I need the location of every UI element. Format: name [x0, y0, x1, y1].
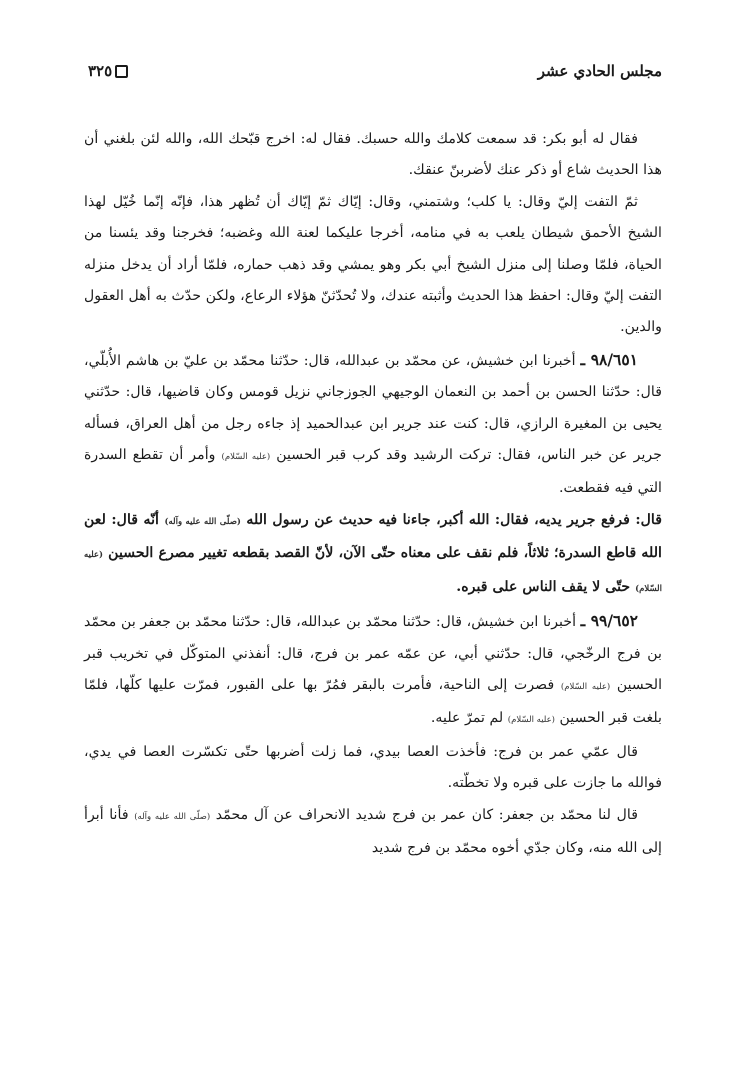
paragraph — [84, 124, 662, 187]
paragraph — [84, 344, 662, 505]
blessing-formula: (صلّى الله عليه وآله) — [164, 516, 241, 527]
paragraph-text: لم تمرّ عليه. — [430, 710, 508, 727]
blessing-formula: (عليه السّلام) — [560, 681, 611, 692]
paragraph-text: ثمّ التفت إليّ وقال: يا كلب؛ وشتمني، وقال: إيّاك ثمّ إيّاك أن تُظهر هذا، فإنّه إنّما خُيّل لهذا الشيخ الأحمق شيطان يلعب به في منامه، أخرجا عليكما لعنة الله وغضبه؛ فخرجنا وقد يئسنا من الحياة، فلمّا وصلنا إلى منزل الشيخ أبي بكر وهو يمشي وقد ذهب حماره، فلمّا أراد أن يدخل منزله التفت إليّ وقال: احفظ هذا الحديث وأثبته عندك، ولا تُحدّثنّ هؤلاء الرعاع، ولكن حدّث به أهل العقول والدين. — [84, 193, 662, 336]
paragraph-text: أخبرنا ابن خشيش، عن محمّد بن عبدالله، قال: حدّثنا محمّد بن عليّ بن هاشم الأُبلّي، قال: حدّثنا الحسن بن أحمد بن النعمان الوجيهي الجوزجاني نزيل قومس وكان قاضيها، قال: حدّثني يحيى بن المغيرة الرازي، قال: كنت عند جرير ابن عبدالحميد إذ جاءه رجل من أهل العراق، فسأله جرير عن خبر الناس، فقال: تركت الرشيد وقد كرب قبر الحسين — [84, 352, 662, 464]
paragraph-text: فقال له أبو بكر: قد سمعت كلامك والله حسبك. فقال له: اخرج قبّحك الله، والله لئن بلغني أن هذا الحديث شاع أو ذكر عنك لأضربنّ عنقك. — [84, 131, 662, 179]
paragraph-text: فصرت إلى الناحية، فأمرت بالبقر فمُرّ بها على القبور، فمرّت عليها كلّها، فلمّا بلغت قبر الحسين — [84, 676, 662, 727]
paragraph — [84, 505, 662, 605]
paragraph-text: قال عمّي عمر بن فرج: فأخذت العصا بيدي، فما زلت أضربها حتّى تكسّرت العصا في يدي، فوالله ما جازت على قبره ولا تخطّته. — [84, 743, 662, 792]
hadith-number: ٩٨/٦٥١ ـ — [580, 349, 639, 369]
body-text — [84, 124, 662, 1014]
paragraph-text: وأمر أن تقطع السدرة التي فيه فقطعت. — [84, 447, 662, 497]
blessing-formula: (عليه السّلام) — [84, 550, 662, 594]
square-ornament-icon — [115, 65, 128, 78]
blessing-formula: (عليه السّلام) — [221, 452, 271, 463]
page-number: ٣٢٥ — [88, 62, 113, 80]
paragraph-text: أنّه قال: لعن الله قاطع السدرة؛ ثلاثاً، فلم نقف على معناه حتّى الآن، لأنّ القصد بقطعه تغيير مصرع الحسين — [84, 511, 662, 562]
paragraph — [84, 187, 662, 344]
page-number-block — [88, 62, 128, 80]
paragraph-text: قال: فرفع جرير يديه، فقال: الله أكبر، جاءنا فيه حديث عن رسول الله — [240, 511, 663, 528]
paragraph-text: أخبرنا ابن خشيش، قال: حدّثنا محمّد بن عبدالله، قال: حدّثنا محمّد بن جعفر بن محمّد بن فرج الرخّجي، قال: حدّثني أبي، عن عمّه عمر بن فرج، قال: أنفذني المتوكّل في تخريب قبر الحسين — [84, 614, 663, 693]
blessing-formula: (صلّى الله عليه وآله) — [134, 811, 211, 822]
hadith-number: ٩٩/٦٥٢ ـ — [580, 611, 639, 631]
blessing-formula: (عليه السّلام) — [507, 715, 555, 726]
paragraph — [84, 605, 662, 737]
chapter-title: مجلس الحادي عشر — [537, 62, 662, 80]
paragraph — [84, 800, 662, 865]
paragraph-text: حتّى لا يقف الناس على قبره. — [456, 578, 636, 595]
paragraph-text: فأنا أبرأ إلى الله منه، وكان جدّي أخوه محمّد بن فرج شديد — [84, 806, 662, 856]
paragraph-text: قال لنا محمّد بن جعفر: كان عمر بن فرج شديد الانحراف عن آل محمّد — [210, 806, 638, 823]
page-header — [88, 62, 662, 88]
paragraph — [84, 737, 662, 800]
